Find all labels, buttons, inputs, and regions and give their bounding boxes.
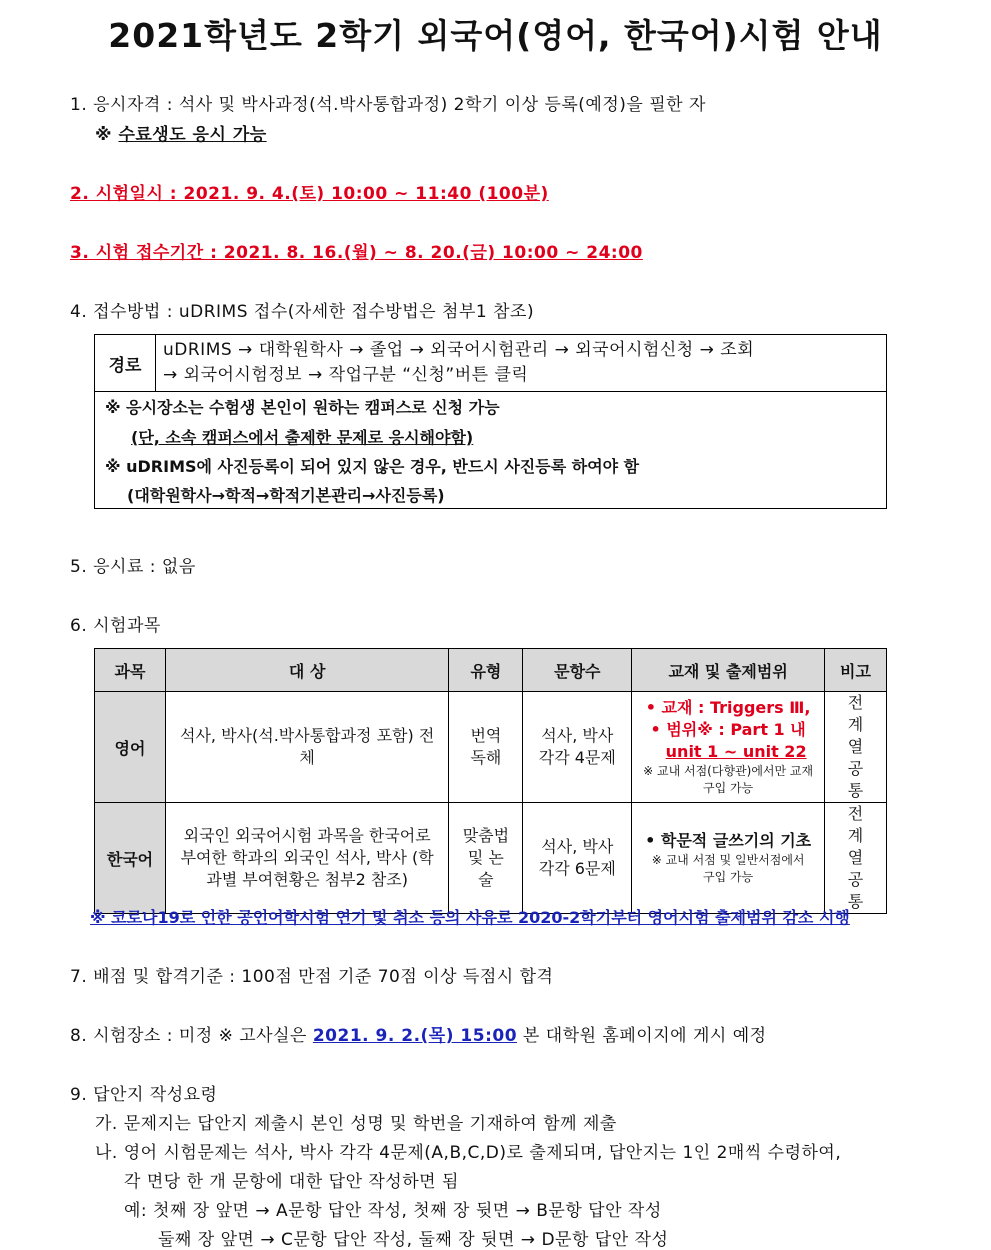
remark-korean: 전 계열 공통 — [825, 803, 887, 914]
table-row-korean — [95, 803, 887, 914]
registration-route-box — [94, 334, 887, 509]
exam-location-suffix: 본 대학원 홈페이지에 게시 예정 — [517, 1026, 767, 1046]
range-english-scope: • 범위※ : Part 1 내 — [650, 720, 806, 739]
item-subjects: 6. 시험과목 — [70, 616, 161, 636]
photo-note-sub: (대학원학사→학적→학적기본관리→사진등록) — [127, 486, 445, 505]
answer-rule-b-cont: 각 면당 한 개 문항에 대한 답안 작성하면 됨 — [124, 1172, 459, 1192]
answer-example-2: 둘째 장 앞면 → C문항 답안 작성, 둘째 장 뒷면 → D문항 답안 작성 — [158, 1230, 669, 1250]
item-eligibility-note — [95, 120, 267, 145]
range-korean-textbook: • 학문적 글쓰기의 기초 — [645, 831, 812, 850]
exam-room-date: 2021. 9. 2.(목) 15:00 — [312, 1026, 518, 1046]
subjects-table — [94, 648, 887, 914]
count-korean: 석사, 박사 각각 6문제 — [523, 803, 632, 914]
count-english: 석사, 박사 각각 4문제 — [523, 692, 632, 803]
table-row-english — [95, 692, 887, 803]
route-line-2: → 외국어시험정보 → 작업구분 “신청”버튼 클릭 — [163, 365, 529, 385]
header-remark: 비고 — [825, 649, 887, 692]
header-range: 교재 및 출제범위 — [632, 649, 825, 692]
header-type: 유형 — [449, 649, 523, 692]
item-eligibility: 1. 응시자격 : 석사 및 박사과정(석.박사통합과정) 2학기 이상 등록(예정)을 필한 자 — [70, 95, 706, 115]
item-answer-sheet: 9. 답안지 작성요령 — [70, 1085, 218, 1105]
page-title: 2021학년도 2학기 외국어(영어, 한국어)시험 안내 — [108, 16, 883, 55]
range-english-units: unit 1 ~ unit 22 — [665, 742, 807, 761]
campus-note-sub: (단, 소속 캠퍼스에서 출제한 문제로 응시해야함) — [131, 428, 474, 447]
header-count: 문항수 — [523, 649, 632, 692]
table-header-row — [95, 649, 887, 692]
route-row — [95, 335, 886, 392]
type-korean: 맞춤법 및 논술 — [449, 803, 523, 914]
range-korean — [632, 803, 825, 914]
item-registration-period: 3. 시험 접수기간 : 2021. 8. 16.(월) ~ 8. 20.(금) 10:00 ~ 24:00 — [70, 243, 643, 263]
item-passing-criteria: 7. 배점 및 합격기준 : 100점 만점 기준 70점 이상 득점시 합격 — [70, 967, 554, 987]
item-registration-method: 4. 접수방법 : uDRIMS 접수(자세한 접수방법은 첨부1 참조) — [70, 302, 535, 322]
range-english-textbook: • 교재 : Triggers Ⅲ, — [645, 698, 811, 717]
item-exam-location — [70, 1021, 767, 1046]
subject-korean: 한국어 — [95, 803, 166, 914]
header-subject: 과목 — [95, 649, 166, 692]
exam-location-prefix: 8. 시험장소 : 미정 ※ 고사실은 — [70, 1026, 313, 1046]
target-english: 석사, 박사(석.박사통합과정 포함) 전체 — [165, 692, 449, 803]
subject-english: 영어 — [95, 692, 166, 803]
target-korean: 외국인 외국어시험 과목을 한국어로 부여한 학과의 외국인 석사, 박사 (학과별 부여현황은 첨부2 참조) — [165, 803, 449, 914]
campus-note: ※ 응시장소는 수험생 본인이 원하는 캠퍼스로 신청 가능 — [105, 398, 500, 417]
route-text — [163, 338, 754, 388]
route-label: 경로 — [95, 335, 156, 391]
note-mark: ※ — [95, 125, 113, 145]
route-line-1: uDRIMS → 대학원학사 → 졸업 → 외국어시험관리 → 외국어시험신청 → 조회 — [163, 340, 755, 360]
header-target: 대 상 — [165, 649, 449, 692]
covid-footnote: ※ 코로나19로 인한 공인어학시험 연기 및 취소 등의 사유로 2020-2학기부터 영어시험 출제범위 감소 시행 — [90, 908, 850, 927]
type-english: 번역 독해 — [449, 692, 523, 803]
answer-example-1: 예: 첫째 장 앞면 → A문항 답안 작성, 첫째 장 뒷면 → B문항 답안 작성 — [124, 1201, 662, 1221]
photo-note: ※ uDRIMS에 사진등록이 되어 있지 않은 경우, 반드시 사진등록 하여야 함 — [105, 457, 640, 476]
range-english — [632, 692, 825, 803]
range-english-note: ※ 교내 서점(다향관)에서만 교재 구입 가능 — [643, 764, 814, 795]
answer-rule-a: 가. 문제지는 답안지 제출시 본인 성명 및 학번을 기재하여 함께 제출 — [95, 1114, 617, 1134]
range-korean-note: ※ 교내 서점 및 일반서점에서 구입 가능 — [651, 853, 805, 884]
graduates-note: 수료생도 응시 가능 — [118, 125, 267, 145]
item-exam-date: 2. 시험일시 : 2021. 9. 4.(토) 10:00 ~ 11:40 (100분) — [70, 184, 549, 204]
remark-english: 전 계열 공통 — [825, 692, 887, 803]
item-fee: 5. 응시료 : 없음 — [70, 557, 196, 577]
answer-rule-b: 나. 영어 시험문제는 석사, 박사 각각 4문제(A,B,C,D)로 출제되며, 답안지는 1인 2매씩 수령하여, — [95, 1143, 842, 1163]
